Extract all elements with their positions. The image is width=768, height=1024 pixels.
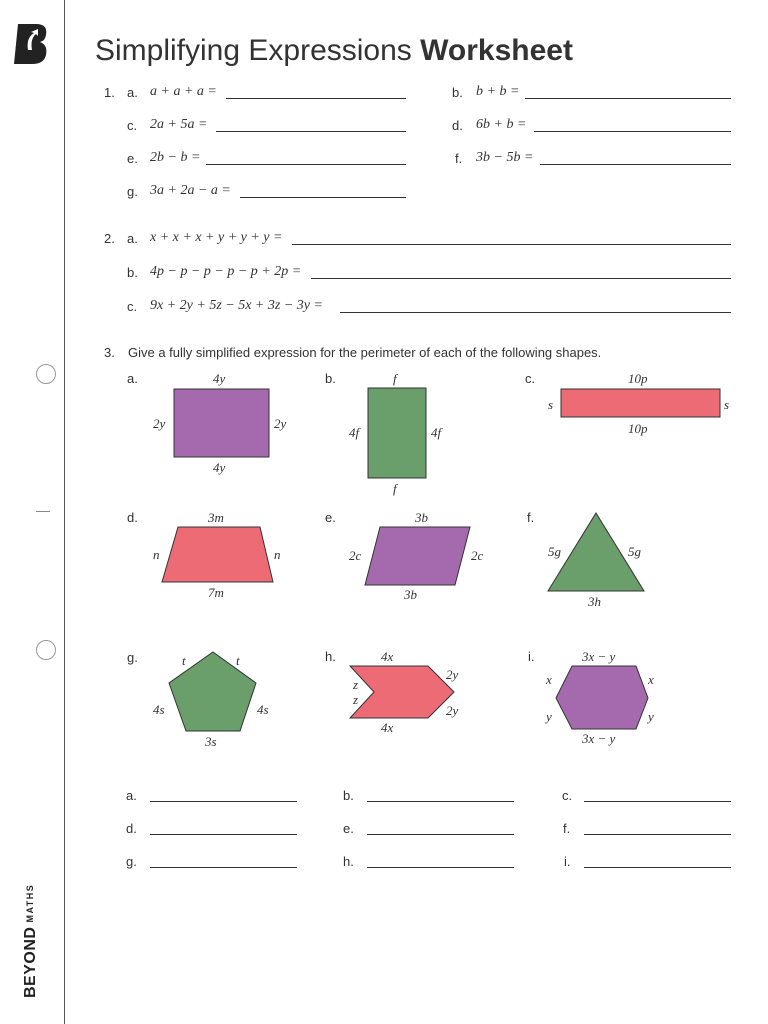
title-regular: Simplifying Expressions [95, 34, 412, 67]
shape-e-right-label: 2c [471, 548, 484, 563]
shape-c-rectangle [561, 389, 720, 417]
answer-g-line[interactable] [150, 867, 297, 868]
q1a-expression: a + a + a = [150, 84, 217, 99]
answer-c-line[interactable] [584, 801, 731, 802]
answer-h-letter: h. [343, 854, 354, 869]
shape-d-bottom-label: 7m [208, 585, 224, 600]
answer-e-line[interactable] [367, 834, 514, 835]
shape-g-letter: g. [127, 650, 138, 665]
shape-d-letter: d. [127, 510, 138, 525]
q1f-expression: 3b − 5b = [476, 150, 534, 165]
shape-h-letter: h. [325, 649, 336, 664]
shape-b-rectangle [368, 388, 426, 478]
shape-h-bottom-label: 4x [381, 720, 394, 735]
answer-d-letter: d. [126, 821, 137, 836]
shape-a-letter: a. [127, 371, 138, 386]
q3-prompt: Give a fully simplified expression for the perimeter of each of the following shapes. [128, 345, 602, 360]
q2c-expression: 9x + 2y + 5z − 5x + 3z − 3y = [150, 298, 323, 313]
q2a-letter: a. [127, 231, 138, 246]
shape-b-left-label: 4f [349, 425, 360, 440]
shape-c-left-label: s [548, 397, 554, 412]
shape-e-bottom-label: 3b [404, 587, 417, 602]
q1c-expression: 2a + 5a = [150, 117, 208, 132]
q3-number: 3. [104, 345, 115, 360]
shape-a-bottom-label: 4y [213, 460, 226, 475]
shape-h-tip-bottom-label: 2y [446, 703, 459, 718]
answer-a-line[interactable] [150, 801, 297, 802]
brand-sub: MATHS [25, 883, 35, 923]
q1d-expression: 6b + b = [476, 117, 527, 132]
q1c-letter: c. [127, 118, 138, 133]
shape-a-right-label: 2y [274, 416, 287, 431]
answer-b-line[interactable] [367, 801, 514, 802]
shape-d-right-label: n [274, 547, 281, 562]
shape-i-top-label: 3x − y [582, 649, 616, 664]
answer-i-line[interactable] [584, 867, 731, 868]
shape-f-bottom-label: 3h [588, 594, 601, 609]
shape-f-letter: f. [527, 510, 535, 525]
shape-i-upper-left-label: x [546, 672, 552, 687]
shape-c-bottom-label: 10p [628, 421, 648, 436]
q2c-letter: c. [127, 299, 138, 314]
answer-f-letter: f. [563, 821, 571, 836]
shape-a-top-label: 4y [213, 371, 226, 386]
q1f-letter: f. [455, 151, 463, 166]
q2a-expression: x + x + x + y + y + y = [150, 230, 283, 245]
q1g-expression: 3a + 2a − a = [150, 183, 231, 198]
q1b-letter: b. [452, 85, 463, 100]
answer-e-letter: e. [343, 821, 354, 836]
q2b-expression: 4p − p − p − p − p + 2p = [150, 264, 302, 279]
q1e-letter: e. [127, 151, 138, 166]
shape-i-bottom-label: 3x − y [582, 731, 616, 746]
shape-g-right-label: 4s [257, 702, 269, 717]
shape-g-top-left-label: t [182, 653, 186, 668]
q2b-letter: b. [127, 265, 138, 280]
shape-b-right-label: 4f [431, 425, 442, 440]
shape-h-top-label: 4x [381, 649, 394, 664]
shape-d-top-label: 3m [208, 510, 224, 525]
q1e-expression: 2b − b = [150, 150, 201, 165]
answer-g-letter: g. [126, 854, 137, 869]
shape-d-left-label: n [153, 547, 160, 562]
shape-g-top-right-label: t [236, 653, 240, 668]
q2-number: 2. [104, 231, 115, 246]
shape-e-letter: e. [325, 510, 336, 525]
shape-i-hexagon [556, 666, 648, 729]
answer-f-line[interactable] [584, 834, 731, 835]
q1a-letter: a. [127, 85, 138, 100]
q1b-expression: b + b = [476, 84, 520, 99]
shape-c-top-label: 10p [628, 371, 648, 386]
q1-number: 1. [104, 85, 115, 100]
shape-e-parallelogram [365, 527, 470, 585]
shape-c-letter: c. [525, 371, 536, 386]
shape-h-notch-top-label: z [353, 677, 359, 692]
shape-a-rectangle [174, 389, 269, 457]
title-bold: Worksheet [420, 34, 573, 67]
shape-a-left-label: 2y [153, 416, 166, 431]
shape-d-trapezoid [162, 527, 273, 582]
shape-i-lower-right-label: y [648, 709, 654, 724]
q1d-letter: d. [452, 118, 463, 133]
brand-word: BEYOND [22, 926, 39, 998]
shape-i-upper-right-label: x [648, 672, 654, 687]
shape-g-bottom-label: 3s [205, 734, 217, 749]
shape-c-right-label: s [724, 397, 730, 412]
shape-b-top-label: f [393, 371, 397, 386]
shape-f-right-label: 5g [628, 544, 641, 559]
answer-i-letter: i. [564, 854, 571, 869]
answer-h-line[interactable] [367, 867, 514, 868]
shape-h-notch-bottom-label: z [353, 692, 359, 707]
shape-g-left-label: 4s [153, 702, 165, 717]
answer-c-letter: c. [562, 788, 573, 803]
answer-d-line[interactable] [150, 834, 297, 835]
shape-e-left-label: 2c [349, 548, 362, 563]
shape-b-letter: b. [325, 371, 336, 386]
answer-b-letter: b. [343, 788, 354, 803]
shape-i-letter: i. [528, 649, 535, 664]
shape-b-bottom-label: f [393, 481, 397, 496]
shape-i-lower-left-label: y [546, 709, 552, 724]
shape-h-chevron [350, 666, 454, 718]
shape-f-left-label: 5g [548, 544, 561, 559]
answer-a-letter: a. [126, 788, 137, 803]
shape-e-top-label: 3b [415, 510, 428, 525]
q1g-letter: g. [127, 184, 138, 199]
shape-h-tip-top-label: 2y [446, 667, 459, 682]
